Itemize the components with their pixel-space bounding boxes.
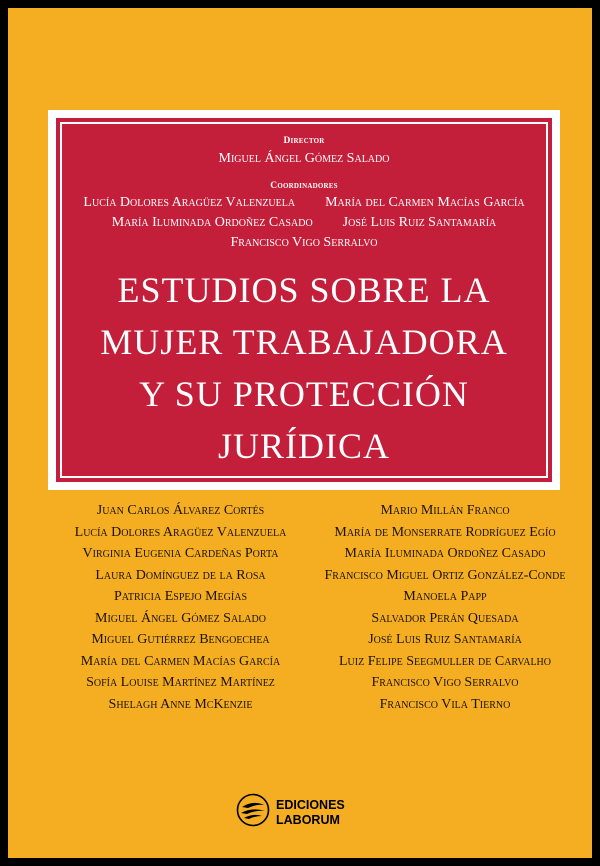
title-line: ESTUDIOS SOBRE LA [117, 270, 491, 310]
author-name: Francisco Vigo Serralvo [371, 675, 519, 690]
author-name: Lucía Dolores Aragüez Valenzuela [74, 524, 287, 540]
author-name: Shelagh Anne McKenzie [108, 696, 253, 712]
author-name: José Luis Ruiz Santamaría [368, 632, 522, 647]
author-name: Mario Millán Franco [380, 503, 510, 518]
authors-column-right [300, 500, 590, 715]
coordinators-label: Coordinadores [270, 181, 338, 191]
coordinator-name: María del Carmen Macías García [325, 195, 525, 210]
director-name: Miguel Ángel Gómez Salado [218, 151, 390, 166]
book-cover [8, 8, 592, 858]
author-name: María del Carmen Macías García [80, 653, 281, 669]
authors-column-left [48, 500, 313, 715]
title-line: Y SU PROTECCIÓN [139, 374, 469, 414]
author-name: Patricia Espejo Megías [113, 589, 248, 604]
author-name: Miguel Gutiérrez Bengoechea [91, 632, 270, 647]
author-name: Manoela Papp [403, 589, 487, 604]
author-name: Salvador Perán Quesada [371, 610, 519, 626]
author-name: Francisco Miguel Ortiz González-Conde [324, 567, 566, 583]
title-panel-border [56, 118, 552, 482]
author-name: Laura Domínguez de la Rosa [95, 567, 266, 583]
coordinator-name: María Iluminada Ordoñez Casado [111, 215, 313, 230]
publisher-logo [236, 793, 345, 832]
author-name: María de Monserrate Rodríguez Egío [334, 524, 556, 540]
title-line: JURÍDICA [217, 426, 390, 466]
book-title [62, 264, 546, 472]
publisher-line-1: EDICIONES [276, 797, 345, 812]
author-name: Francisco Vila Tierno [379, 696, 511, 712]
director-label: Director [283, 136, 325, 146]
laborum-logo-icon [236, 793, 270, 832]
title-line: MUJER TRABAJADORA [100, 322, 508, 362]
coordinators-row [62, 235, 546, 251]
coordinator-name: Lucía Dolores Aragüez Valenzuela [83, 195, 296, 210]
author-name: Luiz Felipe Seegmuller de Carvalho [338, 653, 551, 669]
coordinators-row [62, 195, 546, 211]
author-name: María Iluminada Ordoñez Casado [344, 546, 546, 561]
title-panel [62, 124, 546, 476]
author-name: Sofía Louise Martínez Martínez [86, 675, 275, 690]
publisher-name [276, 798, 345, 828]
author-name: Virginia Eugenia Cardeñas Porta [82, 546, 279, 561]
coordinator-name: José Luis Ruiz Santamaría [342, 215, 497, 230]
publisher-line-2: LABORUM [276, 812, 340, 827]
coordinator-name: Francisco Vigo Serralvo [230, 235, 378, 250]
author-name: Juan Carlos Álvarez Cortés [96, 503, 265, 518]
title-panel-frame [48, 110, 560, 490]
coordinators-row [62, 215, 546, 231]
author-name: Miguel Ángel Gómez Salado [95, 610, 266, 626]
